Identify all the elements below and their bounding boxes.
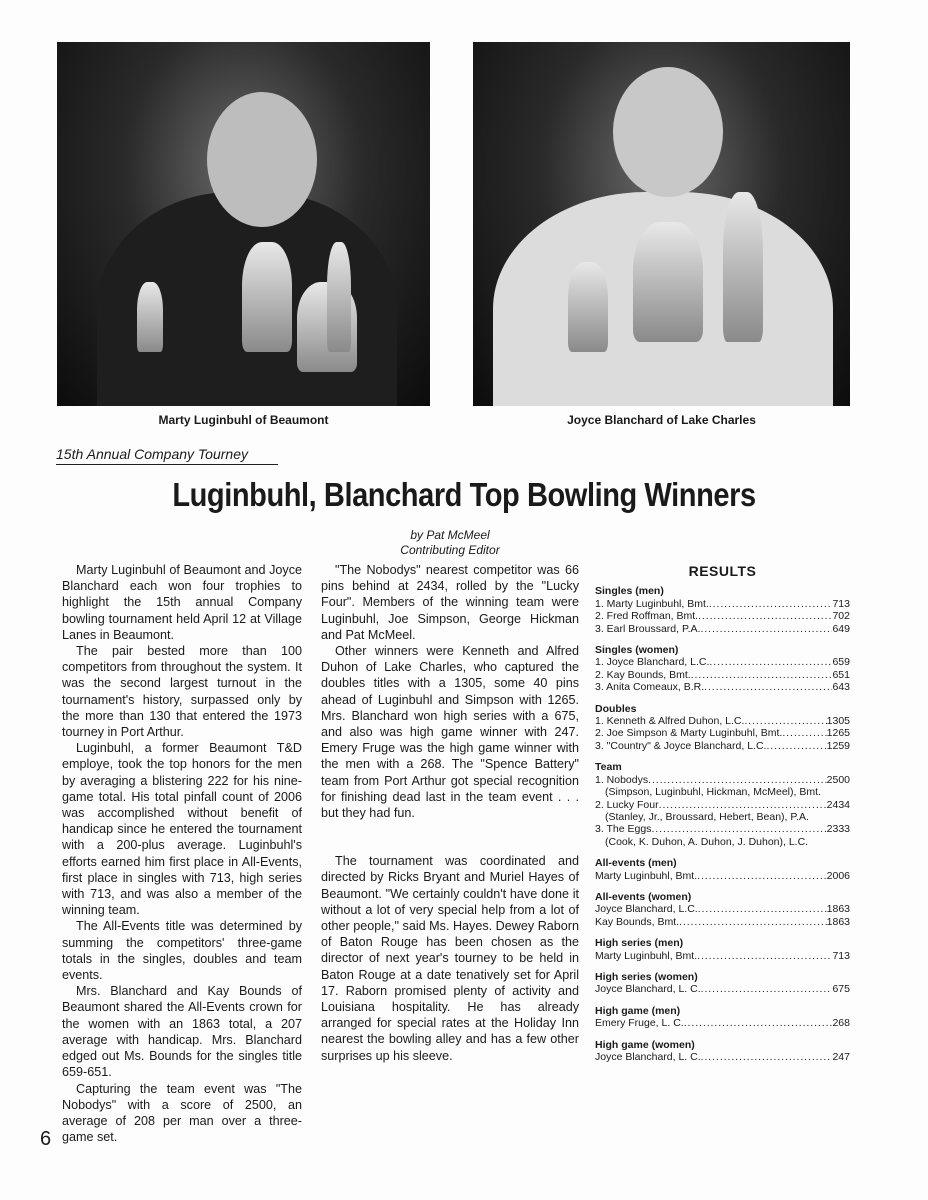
results-section bbox=[595, 937, 850, 962]
result-row bbox=[595, 774, 850, 786]
leader-dots bbox=[691, 669, 833, 681]
result-name: 2. Joe Simpson & Marty Luginbuhl, Bmt. bbox=[595, 727, 783, 740]
byline-author: by Pat McMeel bbox=[410, 528, 490, 542]
leader-dots bbox=[659, 799, 827, 811]
result-row bbox=[595, 799, 850, 811]
leader-dots bbox=[766, 740, 826, 752]
leader-dots bbox=[701, 1051, 833, 1063]
results-section bbox=[595, 971, 850, 996]
article-column-1 bbox=[62, 562, 302, 1145]
leader-dots bbox=[744, 715, 826, 727]
result-score: 649 bbox=[832, 622, 850, 635]
result-name: 1. Joyce Blanchard, L.C. bbox=[595, 656, 710, 669]
result-row bbox=[595, 916, 850, 928]
leader-dots bbox=[651, 823, 826, 835]
paragraph: The tournament was coordinated and directed by Ricks Bryant and Muriel Hayes of Beaumont. "We certainly couldn't have done it without a lot of very special help from a lot of other people," said Ms. Hayes. Dewey Raborn of Baton Rouge has been chosen as the director of next year's tourney to be held in Baton Rouge at a date tenatively set for April 17. Raborn promised plenty of activity and Louisiana hospitality. He has already arranged for special rates at the Holiday Inn nearest the bowling alley and has a few other surprises up his sleeve. bbox=[321, 854, 579, 1063]
result-name: 1. Marty Luginbuhl, Bmt. bbox=[595, 597, 709, 610]
result-row bbox=[595, 1051, 850, 1063]
results-section-title: Singles (women) bbox=[595, 644, 679, 657]
result-score: 713 bbox=[832, 597, 850, 610]
result-name: 3. Earl Broussard, P.A. bbox=[595, 622, 701, 635]
leader-dots bbox=[648, 774, 827, 786]
result-name: 3. Anita Comeaux, B.R. bbox=[595, 681, 705, 694]
paragraph: Luginbuhl, a former Beaumont T&D employe, took the top honors for the men by averaging a blistering 222 for his nine-game total. His total pinfall count of 2006 was accomplished without benefit of handicap since he entered the tournament with a 200-plus average. Luginbuhl's efforts earned him first place in All-Events, first place in singles with 713, high series with 713, and was also a member of the winning team. bbox=[62, 741, 302, 918]
kicker: 15th Annual Company Tourney bbox=[56, 446, 278, 465]
result-note: (Stanley, Jr., Broussard, Hebert, Bean), P.A. bbox=[605, 810, 809, 823]
result-score: 2434 bbox=[826, 798, 850, 811]
result-score: 1265 bbox=[826, 727, 850, 740]
leader-dots bbox=[701, 983, 833, 995]
results-section bbox=[595, 703, 850, 753]
result-name: Joyce Blanchard, L. C. bbox=[595, 983, 701, 996]
result-row bbox=[595, 727, 850, 739]
paragraph: Capturing the team event was "The Nobodys" with a score of 2500, an average of 208 per man over a three-game set. bbox=[62, 1081, 302, 1145]
result-score: 268 bbox=[832, 1017, 850, 1030]
result-row bbox=[595, 1017, 850, 1029]
result-score: 1305 bbox=[826, 715, 850, 728]
result-score: 1259 bbox=[826, 739, 850, 752]
result-score: 2006 bbox=[826, 869, 850, 882]
leader-dots bbox=[679, 916, 827, 928]
result-score: 247 bbox=[832, 1051, 850, 1063]
leader-dots bbox=[698, 610, 832, 622]
results-section bbox=[595, 857, 850, 882]
result-score: 702 bbox=[832, 610, 850, 623]
result-score: 659 bbox=[832, 656, 850, 669]
results-section-title: High series (men) bbox=[595, 937, 684, 950]
result-row bbox=[595, 610, 850, 622]
result-score: 1863 bbox=[826, 903, 850, 916]
results-section-title: All-events (women) bbox=[595, 890, 692, 903]
result-row bbox=[595, 623, 850, 635]
result-note: (Cook, K. Duhon, A. Duhon, J. Duhon), L.C. bbox=[605, 835, 809, 848]
result-name: Marty Luginbuhl, Bmt. bbox=[595, 949, 698, 962]
result-row bbox=[595, 903, 850, 915]
result-row bbox=[595, 681, 850, 693]
paragraph: Other winners were Kenneth and Alfred Duhon of Lake Charles, who captured the doubles titles with a 1305, some 40 pins ahead of Luginbuhl and Simpson with 1265. Mrs. Blanchard won high series with a 675, and also was high game winner with 247. Emery Fruge was the high game winner with the men with a 268. The "Spence Battery" team from Port Arthur got special recognition for finishing dead last in the team event . . . but they had fun. bbox=[321, 644, 579, 821]
result-row bbox=[595, 656, 850, 668]
results-box bbox=[595, 565, 850, 1072]
result-note: (Simpson, Luginbuhl, Hickman, McMeel), Bmt. bbox=[605, 786, 821, 799]
photo-caption: Joyce Blanchard of Lake Charles bbox=[567, 413, 756, 427]
results-section bbox=[595, 585, 850, 635]
result-row bbox=[595, 740, 850, 752]
results-section bbox=[595, 1005, 850, 1030]
paragraph: Mrs. Blanchard and Kay Bounds of Beaumont shared the All-Events crown for the women with an 1863 total, a 207 average with handicap. Mrs. Blanchard edged out Ms. Bounds for the singles title 659-651. bbox=[62, 984, 302, 1080]
results-section-title: High game (men) bbox=[595, 1004, 681, 1017]
paragraph: Marty Luginbuhl of Beaumont and Joyce Blanchard each won four trophies to highlight the 15th annual Company bowling tournament held April 12 at Village Lanes in Beaumont. bbox=[62, 563, 302, 642]
results-section-title: High game (women) bbox=[595, 1038, 695, 1051]
results-section bbox=[595, 1039, 850, 1064]
leader-dots bbox=[709, 598, 833, 610]
result-name: Joyce Blanchard, L.C. bbox=[595, 903, 698, 916]
leader-dots bbox=[704, 681, 832, 693]
result-score: 643 bbox=[832, 681, 850, 694]
result-name: 1. Kenneth & Alfred Duhon, L.C. bbox=[595, 715, 745, 728]
result-score: 2500 bbox=[826, 773, 850, 786]
result-score: 1863 bbox=[826, 915, 850, 928]
result-row bbox=[595, 715, 850, 727]
result-row bbox=[595, 870, 850, 882]
result-name: 2. Lucky Four bbox=[595, 798, 659, 811]
results-section bbox=[595, 761, 850, 848]
leader-dots bbox=[782, 727, 826, 739]
result-name: 2. Fred Roffman, Bmt. bbox=[595, 610, 699, 623]
leader-dots bbox=[697, 870, 827, 882]
leader-dots bbox=[684, 1017, 833, 1029]
result-name: 1. Nobodys bbox=[595, 773, 649, 786]
photo-marty-luginbuhl bbox=[57, 42, 430, 406]
result-row bbox=[595, 950, 850, 962]
article-column-2 bbox=[321, 562, 579, 1064]
result-name: Marty Luginbuhl, Bmt. bbox=[595, 869, 698, 882]
byline-title: Contributing Editor bbox=[400, 543, 500, 557]
photo-caption: Marty Luginbuhl of Beaumont bbox=[158, 413, 329, 427]
headline: Luginbuhl, Blanchard Top Bowling Winners bbox=[172, 476, 756, 513]
results-title: RESULTS bbox=[688, 563, 757, 579]
byline bbox=[370, 528, 530, 558]
result-row bbox=[595, 669, 850, 681]
result-score: 675 bbox=[832, 983, 850, 996]
results-section bbox=[595, 644, 850, 694]
leader-dots bbox=[697, 950, 832, 962]
results-section-title: High series (women) bbox=[595, 970, 698, 983]
result-row bbox=[595, 983, 850, 995]
result-name: Kay Bounds, Bmt. bbox=[595, 915, 680, 928]
result-score: 651 bbox=[832, 668, 850, 681]
result-name: Joyce Blanchard, L. C. bbox=[595, 1051, 701, 1063]
result-name: 2. Kay Bounds, Bmt. bbox=[595, 668, 691, 681]
result-name: Emery Fruge, L. C. bbox=[595, 1017, 684, 1030]
result-score: 713 bbox=[832, 949, 850, 962]
results-section-title: Singles (men) bbox=[595, 585, 664, 598]
results-section-title: Team bbox=[595, 761, 622, 774]
paragraph: "The Nobodys" nearest competitor was 66 pins behind at 2434, rolled by the "Lucky Four". Members of the winning team were Luginbuhl, Joe Simpson, George Hickman and Pat McMeel. bbox=[321, 563, 579, 642]
leader-dots bbox=[698, 903, 827, 915]
result-name: 3. The Eggs bbox=[595, 823, 652, 836]
result-row bbox=[595, 823, 850, 835]
result-name: 3. "Country" & Joyce Blanchard, L.C. bbox=[595, 739, 767, 752]
results-section-title: Doubles bbox=[595, 702, 637, 715]
result-row bbox=[595, 598, 850, 610]
page-number: 6 bbox=[40, 1128, 52, 1150]
leader-dots bbox=[709, 656, 832, 668]
leader-dots bbox=[700, 623, 832, 635]
paragraph: The All-Events title was determined by summing the competitors' three-game totals in the singles, doubles and team events. bbox=[62, 919, 302, 983]
results-section-title: All-events (men) bbox=[595, 857, 677, 870]
result-score: 2333 bbox=[826, 823, 850, 836]
photo-joyce-blanchard bbox=[473, 42, 850, 406]
results-section bbox=[595, 891, 850, 928]
paragraph: The pair bested more than 100 competitors from throughout the system. It was the second largest turnout in the tournament's history, surpassed only by the more than 130 that entered the 1973 tourney in Port Arthur. bbox=[62, 644, 302, 740]
